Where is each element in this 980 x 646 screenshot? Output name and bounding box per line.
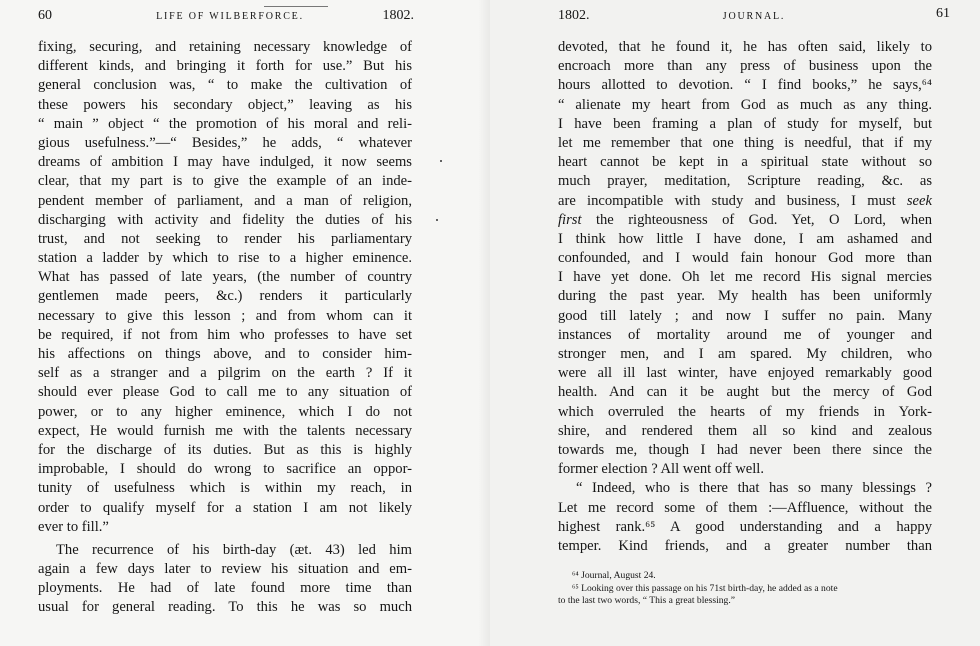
left-running-year: 1802.: [382, 8, 414, 23]
italic-word: seek: [906, 192, 932, 209]
text-line: “ alienate my heart from God as much as any thing.: [558, 96, 932, 113]
text-line: tunity of usefulness which is within my reach, in: [38, 480, 412, 497]
text-line: confounded, and I would fain honour God more than: [558, 250, 932, 267]
footnote: to the last two words, “ This a great blessing.”: [558, 595, 736, 606]
text-line: good till lately ; and now I suffer no pain. Many: [558, 307, 932, 324]
left-page-number: 60: [38, 8, 52, 23]
text-line: shire, and rendered them all so kind and zealous: [558, 422, 932, 439]
text-line: gious usefulness.”—“ Besides,” he adds, “ whatever: [38, 134, 412, 151]
text-line: I have been framing a plan of study for myself, but: [558, 115, 932, 132]
right-running-head: [558, 6, 950, 26]
text-line: I think how little I have done, I am ashamed and: [558, 230, 932, 247]
text-line: these powers his secondary object,” leaving as his: [38, 96, 412, 113]
text-line: gentlemen made peers, &c.) renders it particularly: [38, 288, 412, 305]
text-line: much prayer, meditation, Scripture reading, &c. as: [558, 173, 932, 190]
footnote: ⁶⁵ Looking over this passage on his 71st birth-day, he added as a note: [572, 582, 838, 594]
text-line: let me remember that one thing is needful, that if my: [558, 134, 932, 151]
text-line: during the past year. My health has been uniformly: [558, 288, 932, 305]
text-line: devoted, that he found it, he has often said, likely to: [558, 39, 932, 55]
right-page: [490, 0, 980, 646]
text-line: Let me record some of them :—Affluence, without the: [558, 499, 932, 516]
text-line: self as a stranger and a pilgrim on the earth ? If it: [38, 365, 412, 382]
text-line: usual for general reading. To this he was so much: [38, 599, 412, 616]
footnote: ⁶⁴ Journal, August 24.: [572, 570, 656, 581]
text-line: should ever please God to call me to any situation of: [38, 384, 412, 401]
left-running-head: [38, 6, 414, 26]
text-line: were all ill last winter, have enjoyed remarkably good: [558, 365, 932, 382]
text-line: trust, and not seeking to render his parliamentary: [38, 230, 412, 247]
text-line: temper. Kind friends, and a greater number than: [558, 537, 932, 554]
text-line: former election ? All went off well.: [558, 461, 765, 478]
text-line: for the discharge of its duties. But as this is highly: [38, 441, 412, 458]
right-body-text: [558, 38, 932, 556]
text-line: be required, if not from him who professes to have set: [38, 326, 412, 343]
text-line: order to qualify myself for a station I am not likely: [38, 499, 412, 516]
text-line: station a ladder by which to rise to a higher eminence.: [38, 250, 412, 267]
text-line: fixing, securing, and retaining necessary knowledge of: [38, 39, 412, 55]
text-line: hours allotted to devotion. “ I find books,” he says,⁶⁴: [558, 77, 932, 94]
text-line: again a few days later to review his situation and em-: [38, 561, 412, 578]
right-running-year: 1802.: [558, 8, 590, 23]
head-rule: [264, 6, 328, 7]
page-speck: [436, 219, 438, 221]
text-line: improbable, I should do wrong to sacrifice an oppor-: [38, 461, 412, 478]
text-line: general conclusion was, “ to make the cultivation of: [38, 77, 412, 94]
text-line: towards me, though I had never been there since the: [558, 441, 932, 458]
text-line: What has passed of late years, (the number of country: [38, 269, 412, 286]
page-speck: [440, 160, 442, 162]
text-line: pendent member of parliament, and a man of religion,: [38, 192, 412, 209]
left-running-title: LIFE OF WILBERFORCE.: [156, 11, 304, 22]
right-page-number: 61: [936, 6, 950, 21]
text-line: heart cannot be kept in a spiritual state without so: [558, 154, 932, 171]
right-running-title: JOURNAL.: [722, 11, 786, 22]
text-run: are incompatible with study and business, I must: [558, 192, 896, 209]
text-line: I have yet done. Oh let me record His signal mercies: [558, 269, 932, 286]
text-line: which overruled the hearts of my friends in York-: [558, 403, 932, 420]
text-line: expect, He would furnish me with the talents necessary: [38, 422, 412, 439]
text-line: different kinds, and bringing it forth for use.” But his: [38, 58, 412, 75]
text-line: encroach more than any press of business upon the: [558, 58, 932, 75]
italic-word: first: [558, 211, 582, 228]
text-line: stronger men, and I am spared. My children, who: [558, 346, 932, 362]
text-line: dreams of ambition I may have indulged, it now seems: [38, 154, 412, 171]
text-line: his affections on things above, and to consider him-: [38, 346, 412, 362]
text-line: instances of mortality around me of younger and: [558, 326, 932, 343]
footnotes: [558, 570, 932, 608]
text-line: “ Indeed, who is there that has so many blessings ?: [576, 480, 932, 497]
text-line: ever to fill.”: [38, 518, 109, 535]
text-line: [558, 211, 932, 230]
text-line: “ main ” object “ the promotion of his moral and reli-: [38, 115, 412, 132]
text-line: ployments. He had of late found more time than: [38, 580, 412, 597]
text-line: necessary to give this lesson ; and from whom can it: [38, 307, 412, 324]
text-line: clear, that my part is to give the example of an inde-: [38, 173, 412, 190]
text-run: the righteousness of God. Yet, O Lord, when: [595, 211, 932, 228]
text-line: highest rank.⁶⁵ A good understanding and a happy: [558, 518, 932, 535]
text-line: power, or to any higher eminence, which I do not: [38, 403, 412, 420]
text-line: [558, 192, 932, 211]
text-line: The recurrence of his birth-day (æt. 43) led him: [56, 541, 412, 558]
text-line: health. And can it be aught but the mercy of God: [558, 384, 932, 401]
text-line: discharging with activity and fidelity the duties of his: [38, 211, 412, 228]
left-body-text: [38, 38, 412, 618]
